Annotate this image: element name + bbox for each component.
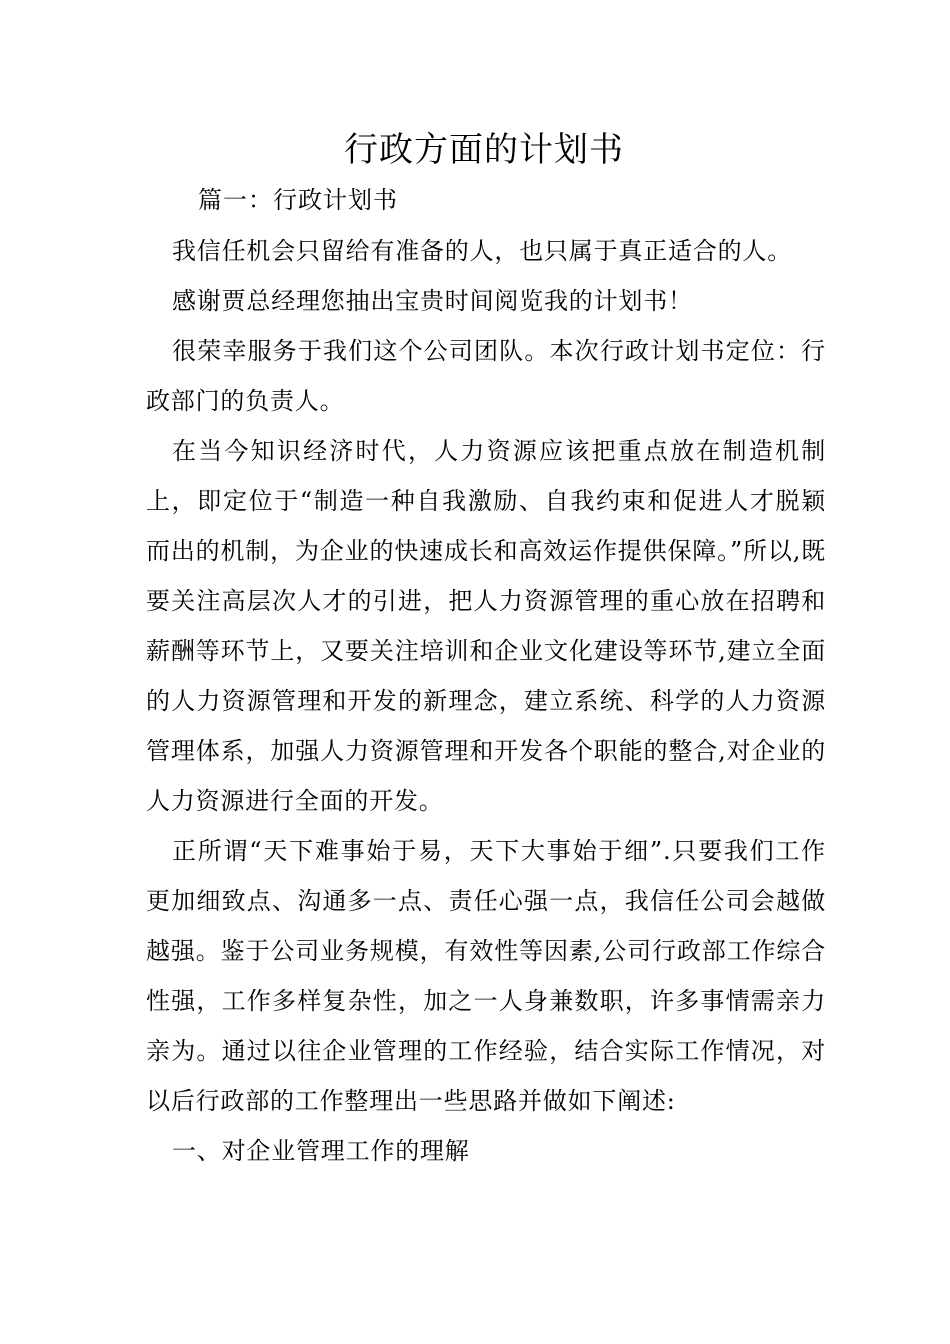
document-body: [146, 226, 826, 1176]
paragraph-4: 在当今知识经济时代，人力资源应该把重点放在制造机制上，即定位于“制造一种自我激励、自我约束和促进人才脱颖而出的机制，为企业的快速成长和高效运作提供保障。”所以,既要关注高层次人才的引进，把人力资源管理的重心放在招聘和薪酬等环节上，又要关注培训和企业文化建设等环节,建立全面的人力资源管理和开发的新理念，建立系统、科学的人力资源管理体系，加强人力资源管理和开发各个职能的整合,对企业的人力资源进行全面的开发。: [146, 437, 826, 815]
paragraph-2: 感谢贾总经理您抽出宝贵时间阅览我的计划书！: [172, 287, 693, 315]
paragraph-3: 很荣幸服务于我们这个公司团队。本次行政计划书定位：行政部门的负责人。: [146, 337, 826, 415]
document-title: 行政方面的计划书: [344, 130, 624, 170]
paragraph-5: 正所谓“天下难事始于易，天下大事始于细”.只要我们工作更加细致点、沟通多一点、责任心强一点，我信任公司会越做越强。鉴于公司业务规模，有效性等因素,公司行政部工作综合性强，工作多样复杂性，加之一人身兼数职，许多事情需亲力亲为。通过以往企业管理的工作经验，结合实际工作情况，对以后行政部的工作整理出一些思路并做如下阐述:: [146, 837, 826, 1115]
paragraph-1: 我信任机会只留给有准备的人，也只属于真正适合的人。: [172, 237, 792, 265]
section-heading: 一、对企业管理工作的理解: [172, 1137, 470, 1165]
document-subtitle: 篇一：行政计划书: [198, 186, 398, 214]
